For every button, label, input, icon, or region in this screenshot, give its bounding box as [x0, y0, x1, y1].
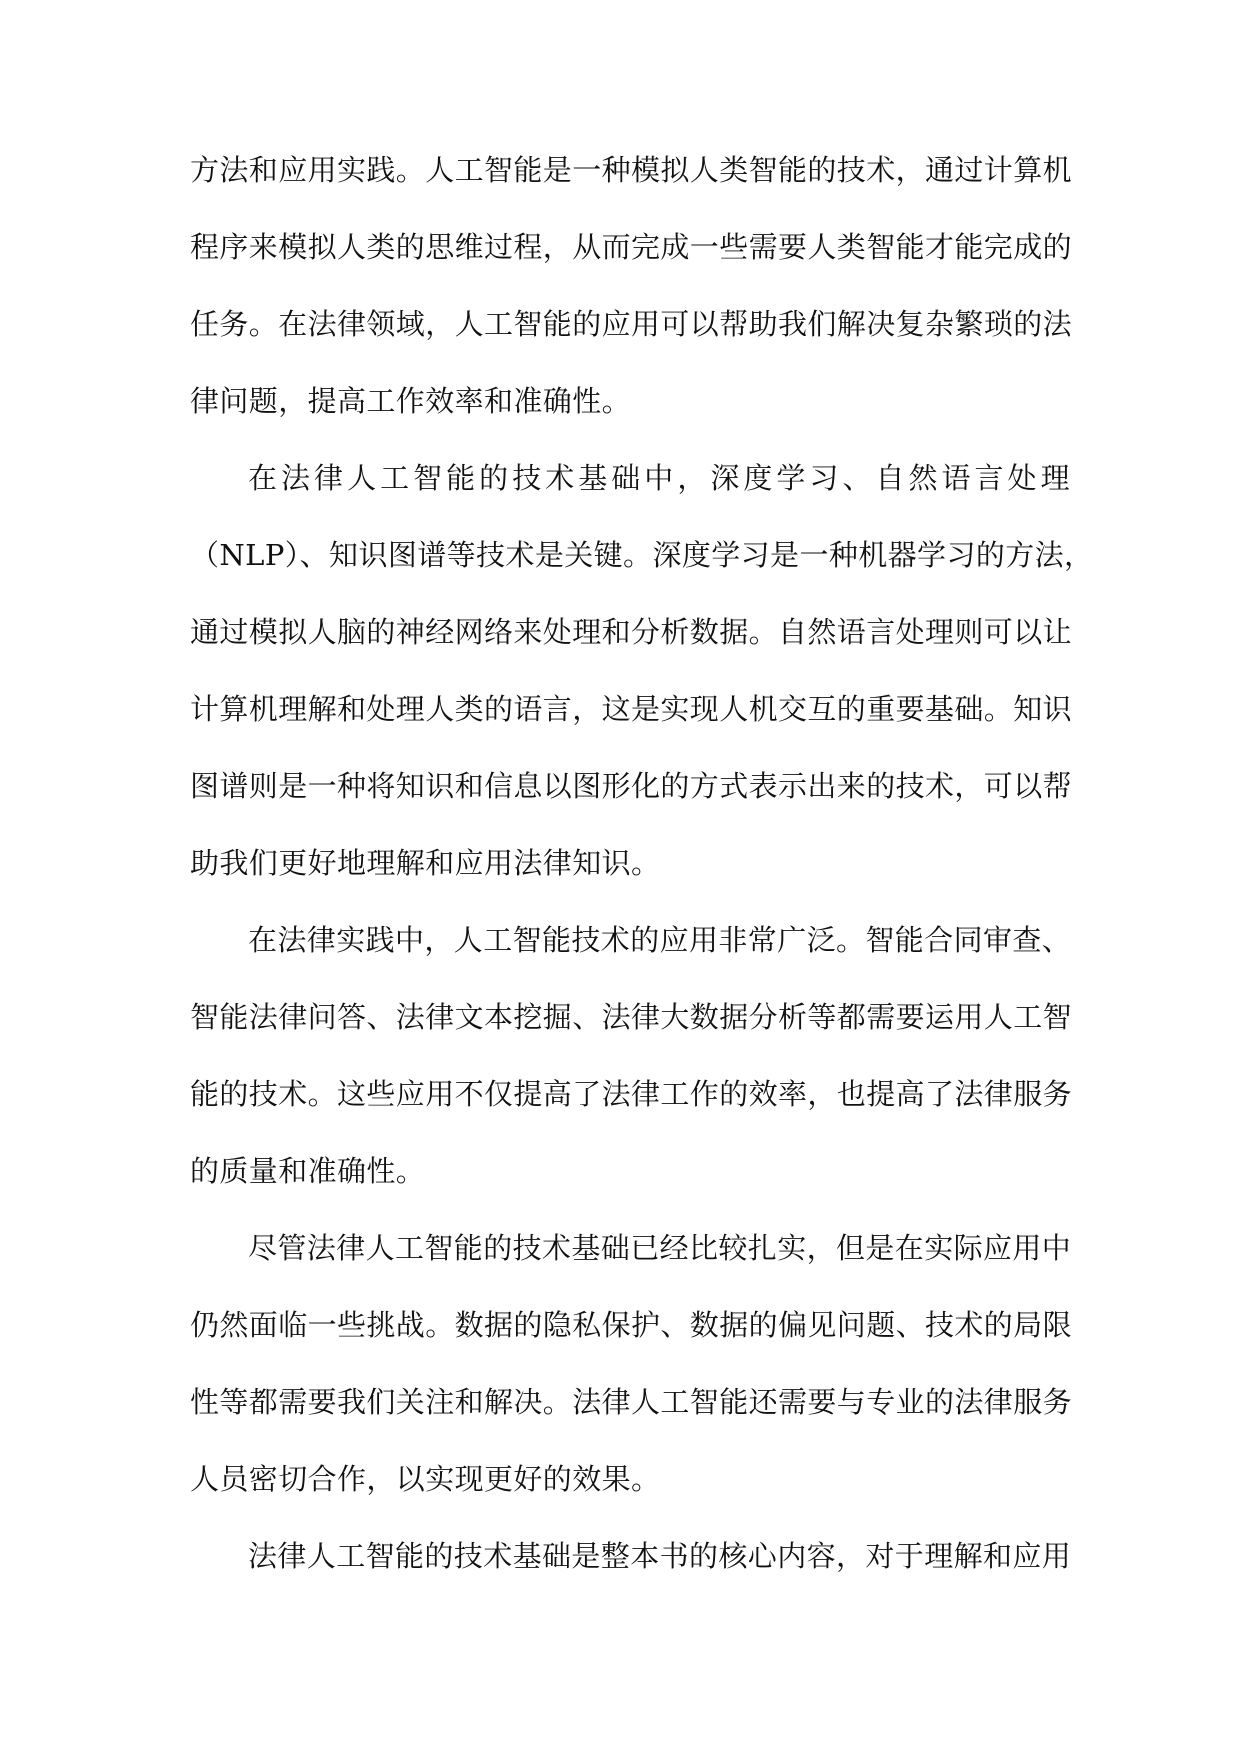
text-line: 计算机理解和处理人类的语言，这是实现人机交互的重要基础。知识: [190, 692, 1073, 726]
text-line: 任务。在法律领域，人工智能的应用可以帮助我们解决复杂繁琐的法: [190, 307, 1073, 341]
text-line: 方法和应用实践。人工智能是一种模拟人类智能的技术，通过计算机: [190, 153, 1073, 187]
text-line: 在法律实践中，人工智能技术的应用非常广泛。智能合同审查、: [248, 923, 1072, 957]
text-line: 的质量和准确性。: [190, 1154, 426, 1188]
text-line: 在法律人工智能的技术基础中，深度学习、自然语言处理: [248, 461, 1070, 495]
text-line: 人员密切合作，以实现更好的效果。: [190, 1462, 661, 1496]
text-line: 智能法律问答、法律文本挖掘、法律大数据分析等都需要运用人工智: [190, 1000, 1073, 1034]
text-line: 通过模拟人脑的神经网络来处理和分析数据。自然语言处理则可以让: [190, 615, 1073, 649]
text-line: （NLP）、知识图谱等技术是关键。深度学习是一种机器学习的方法，: [190, 538, 1094, 572]
document-body: [190, 140, 1094, 1603]
text-line: 助我们更好地理解和应用法律知识。: [190, 846, 661, 880]
text-line: 图谱则是一种将知识和信息以图形化的方式表示出来的技术，可以帮: [190, 769, 1073, 803]
text-line: 仍然面临一些挑战。数据的隐私保护、数据的偏见问题、技术的局限: [190, 1308, 1073, 1342]
text-line: 程序来模拟人类的思维过程，从而完成一些需要人类智能才能完成的: [190, 230, 1073, 264]
text-line: 能的技术。这些应用不仅提高了法律工作的效率，也提高了法律服务: [190, 1077, 1073, 1111]
text-line: 尽管法律人工智能的技术基础已经比较扎实，但是在实际应用中: [248, 1231, 1072, 1265]
text-line: 律问题，提高工作效率和准确性。: [190, 384, 632, 418]
text-line: 性等都需要我们关注和解决。法律人工智能还需要与专业的法律服务: [190, 1385, 1073, 1419]
text-line: 法律人工智能的技术基础是整本书的核心内容，对于理解和应用: [248, 1539, 1072, 1573]
